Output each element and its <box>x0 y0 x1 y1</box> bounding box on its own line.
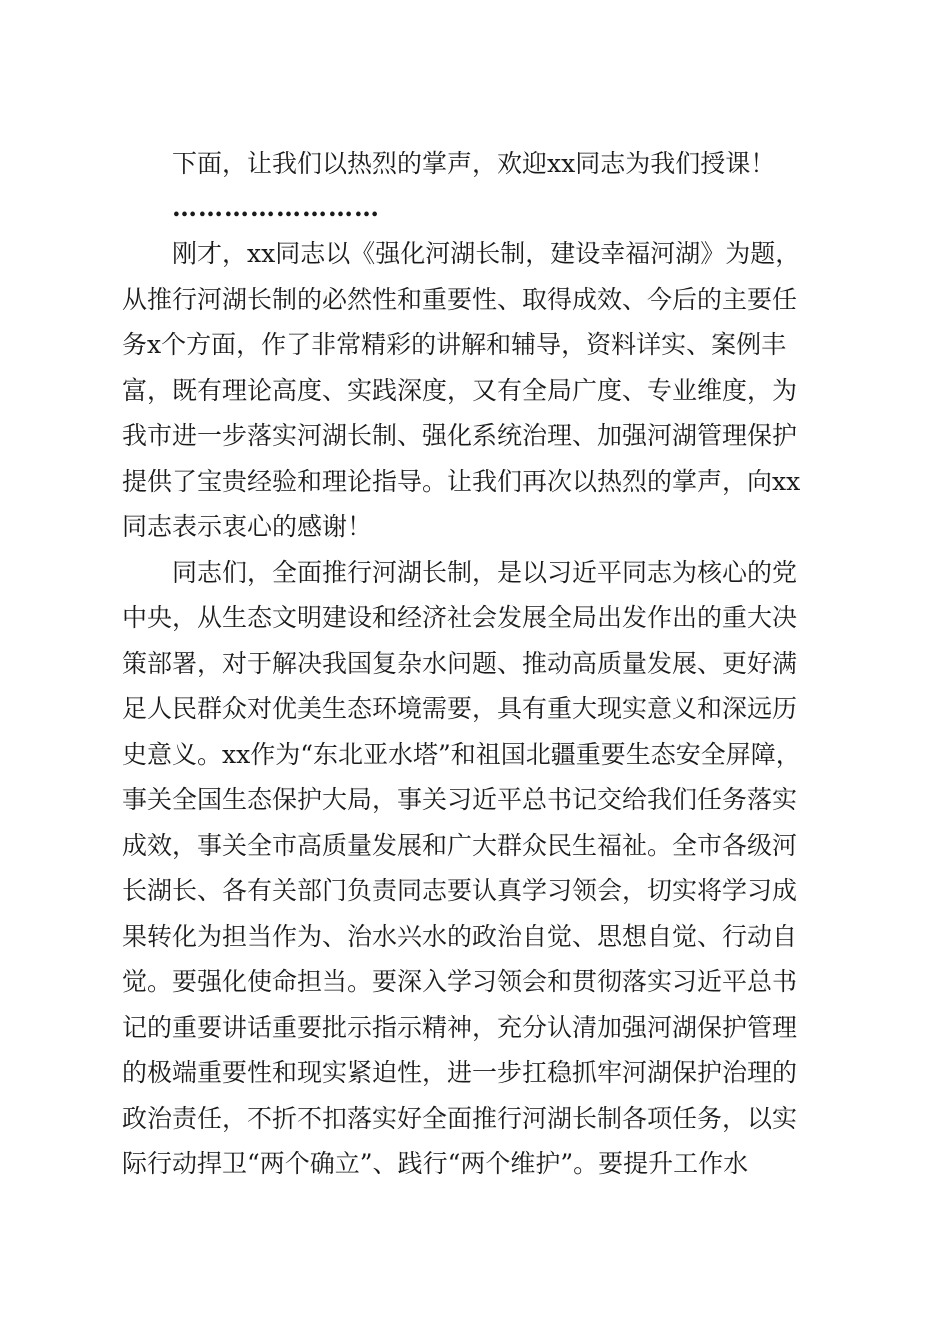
paragraph-2-line-6: 提供了宝贵经验和理论指导。让我们再次以热烈的掌声，向xx <box>122 467 801 496</box>
paragraph-3-line-6: 事关全国生态保护大局，事关习近平总书记交给我们任务落实 <box>122 785 798 814</box>
ellipsis-separator: …………………… <box>172 193 380 222</box>
paragraph-3-line-9: 果转化为担当作为、治水兴水的政治自觉、思想自觉、行动自 <box>122 922 798 951</box>
paragraph-3-line-3: 策部署，对于解决我国复杂水问题、推动高质量发展、更好满 <box>122 649 798 678</box>
paragraph-2-line-2: 从推行河湖长制的必然性和重要性、取得成效、今后的主要任 <box>122 285 798 314</box>
paragraph-2-line-5: 我市进一步落实河湖长制、强化系统治理、加强河湖管理保护 <box>122 421 798 450</box>
paragraph-2-line-1: 刚才，xx同志以《强化河湖长制，建设幸福河湖》为题， <box>172 239 801 268</box>
paragraph-2-line-7: 同志表示衷心的感谢！ <box>122 512 373 541</box>
paragraph-3-line-5: 史意义。xx作为“东北亚水塔”和祖国北疆重要生态安全屏障， <box>122 740 801 769</box>
paragraph-3-line-2: 中央，从生态文明建设和经济社会发展全局出发作出的重大决 <box>122 603 798 632</box>
paragraph-2-line-4: 富，既有理论高度、实践深度，又有全局广度、专业维度，为 <box>122 376 798 405</box>
paragraph-1-line-1: 下面，让我们以热烈的掌声，欢迎xx同志为我们授课！ <box>172 149 776 178</box>
paragraph-3-line-7: 成效，事关全市高质量发展和广大群众民生福祉。全市各级河 <box>122 831 798 860</box>
paragraph-3-line-12: 的极端重要性和现实紧迫性，进一步扛稳抓牢河湖保护治理的 <box>122 1058 798 1087</box>
paragraph-3-line-4: 足人民群众对优美生态环境需要，具有重大现实意义和深远历 <box>122 694 798 723</box>
paragraph-3-line-10: 觉。要强化使命担当。要深入学习领会和贯彻落实习近平总书 <box>122 967 798 996</box>
paragraph-3-line-14: 际行动捍卫“两个确立”、践行“两个维护”。要提升工作水 <box>122 1149 749 1178</box>
paragraph-3-line-13: 政治责任，不折不扣落实好全面推行河湖长制各项任务，以实 <box>122 1104 798 1133</box>
paragraph-3-line-1: 同志们，全面推行河湖长制，是以习近平同志为核心的党 <box>172 558 798 587</box>
paragraph-2-line-3: 务x个方面，作了非常精彩的讲解和辅导，资料详实、案例丰 <box>122 330 787 359</box>
paragraph-3-line-8: 长湖长、各有关部门负责同志要认真学习领会，切实将学习成 <box>122 876 798 905</box>
paragraph-3-line-11: 记的重要讲话重要批示指示精神，充分认清加强河湖保护管理 <box>122 1013 798 1042</box>
